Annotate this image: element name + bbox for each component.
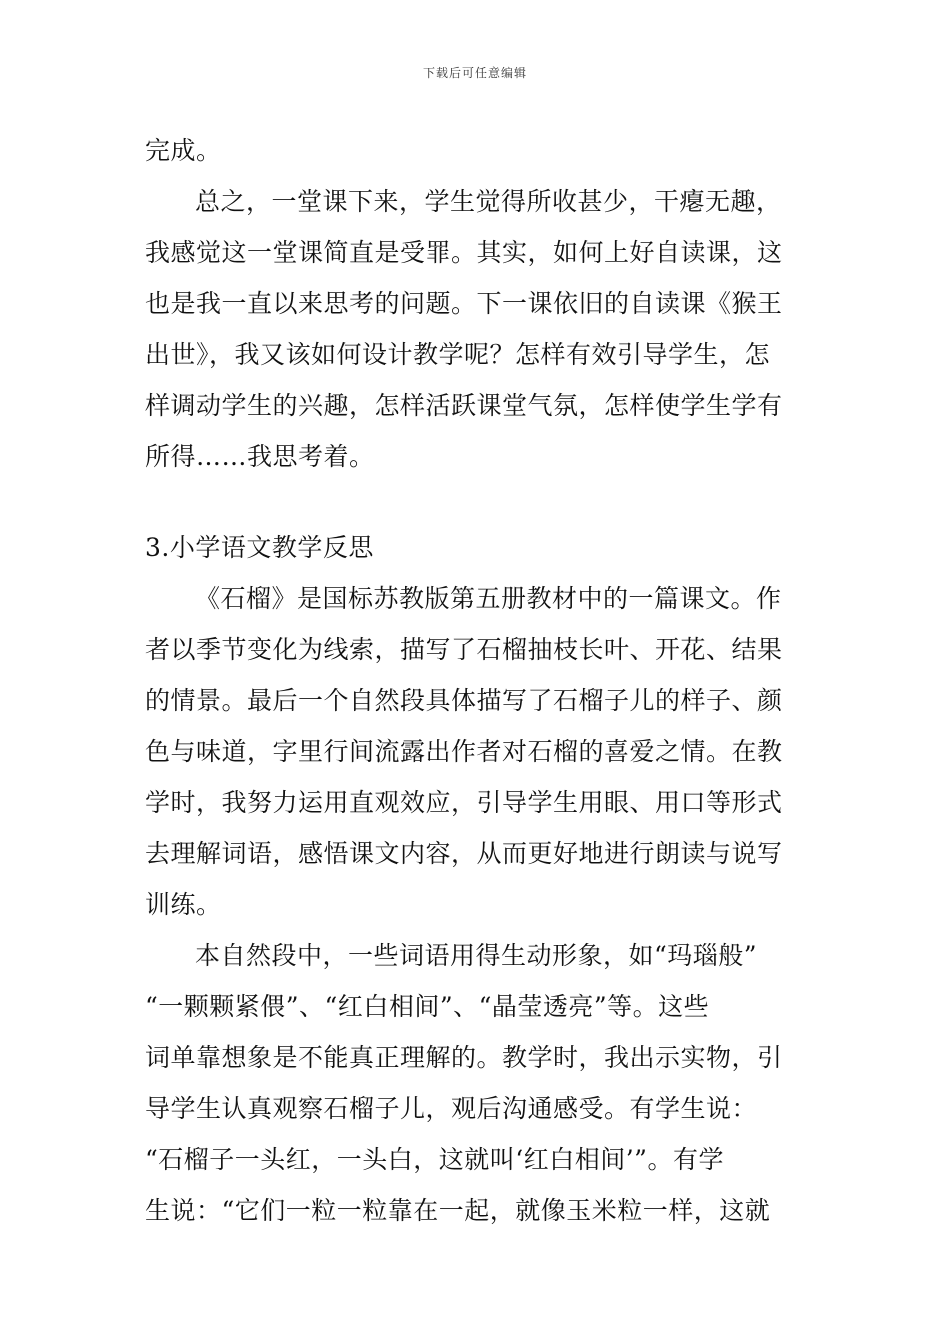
text-line: 出世》，我又该如何设计教学呢？怎样有效引导学生，怎: [145, 340, 771, 369]
text-line: 生说：“它们一粒一粒靠在一起，就像玉米粒一样，这就: [145, 1196, 771, 1225]
text-line: 导学生认真观察石榴子儿，观后沟通感受。有学生说：: [145, 1094, 758, 1123]
text-line: 的情景。最后一个自然段具体描写了石榴子儿的样子、颜: [145, 686, 783, 715]
page-header: 下载后可任意编辑: [422, 66, 527, 80]
text-line: 3.小学语文教学反思: [145, 533, 374, 562]
text-line: 者以季节变化为线索，描写了石榴抽枝长叶、开花、结果: [145, 635, 783, 664]
text-line: 总之，一堂课下来，学生觉得所收甚少，干瘪无趣，: [195, 187, 782, 216]
text-line: 《石榴》是国标苏教版第五册教材中的一篇课文。作: [195, 584, 782, 613]
document-body: [145, 125, 810, 1236]
text-line: 色与味道，字里行间流露出作者对石榴的喜爱之情。在教: [145, 737, 783, 766]
text-line: 样调动学生的兴趣，怎样活跃课堂气氛，怎样使学生学有: [145, 391, 783, 420]
text-line: 词单靠想象是不能真正理解的。教学时，我出示实物，引: [145, 1043, 783, 1072]
paragraph-gap: [145, 482, 810, 522]
text-line: “石榴子一头红，一头白，这就叫‘红白相间’”。有学: [145, 1145, 724, 1174]
text-line: 去理解词语，感悟课文内容，从而更好地进行朗读与说写: [145, 839, 783, 868]
text-line: 学时，我努力运用直观效应，引导学生用眼、用口等形式: [145, 788, 783, 817]
text-line: 训练。: [145, 890, 222, 919]
text-line: “一颗颗紧偎”、“红白相间”、“晶莹透亮”等。这些: [145, 992, 710, 1021]
text-line: 我感觉这一堂课简直是受罪。其实，如何上好自读课，这: [145, 238, 783, 267]
text-line: 所得……我思考着。: [145, 442, 375, 471]
text-line: 也是我一直以来思考的问题。下一课依旧的自读课《猴王: [145, 289, 783, 318]
text-line: 完成。: [145, 136, 222, 165]
text-line: 本自然段中，一些词语用得生动形象，如“玛瑙般”: [195, 941, 758, 970]
